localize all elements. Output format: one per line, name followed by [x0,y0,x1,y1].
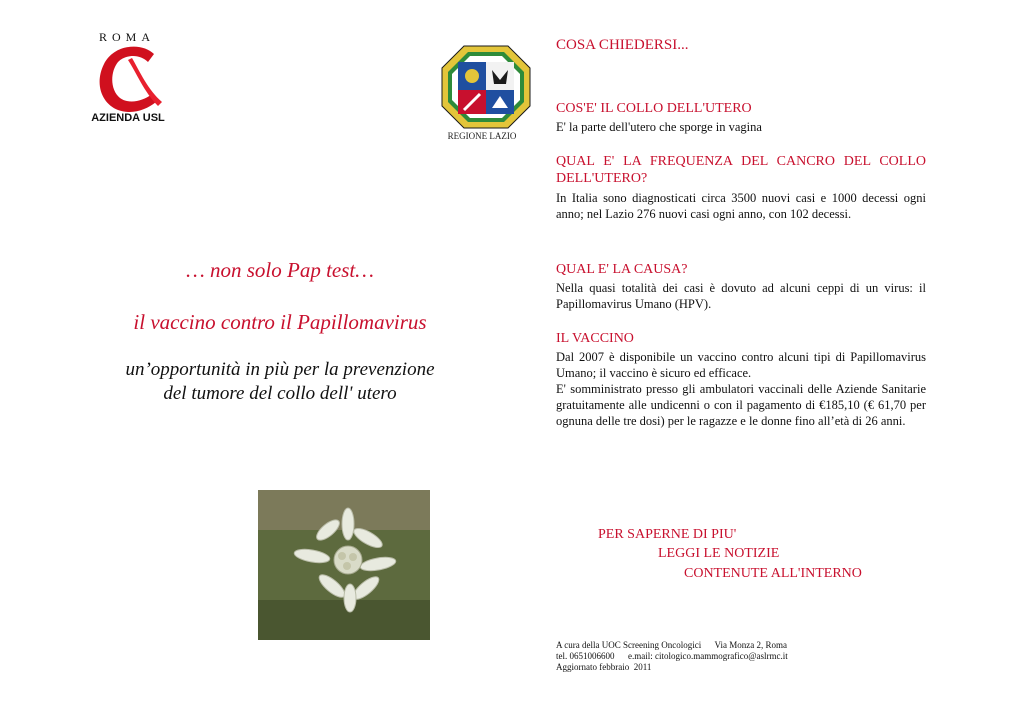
question-1-text: E' la parte dell'utero che sporge in vagina [556,120,762,134]
footer-updated: Aggiornato febbraio 2011 [556,662,652,672]
regione-lazio-crest-icon [440,44,532,130]
usl-logo-roma-text: ROMA [98,30,155,44]
question-4-title: IL VACCINO [556,331,634,346]
vaccine-paragraph-1: Dal 2007 è disponibile un vaccino contro alcuni tipi di Papillomavirus Umano; il vaccino è sicuro ed efficace. [556,350,926,380]
question-3-title: QUAL E' LA CAUSA? [556,262,688,277]
vaccine-paragraph-2: E' somministrato presso gli ambulatori vaccinali delle Aziende Sanitarie gratuitamente alle undicenni o con il pagamento di €185,10 (€ 61,70 per ognuna delle tre dosi) per le ragazze e le donne fino all’età di 26 anni. [556,382,926,428]
subtitle [80,358,480,406]
question-4-text [556,349,926,429]
footer-contacts: tel. 0651006600 e.mail: citologico.mammografico@aslrmc.it [556,651,788,661]
subtitle-line-1: un’opportunità in più per la prevenzione [125,359,435,380]
more-info-line-3: CONTENUTE ALL'INTERNO [684,566,862,581]
question-1-title: COS'E' IL COLLO DELL'UTERO [556,101,752,116]
edelweiss-flower-photo-icon [258,490,430,640]
more-info-line-1: PER SAPERNE DI PIU' [598,527,737,542]
question-3-text: Nella quasi totalità dei casi è dovuto ad alcuni ceppi di un virus: il Papillomavirus Umano (HPV). [556,281,926,311]
main-title: … non solo Pap test… [186,258,374,282]
usl-logo-azienda-text: AZIENDA USL [91,112,165,124]
question-2-title: QUAL E' LA FREQUENZA DEL CANCRO DEL COLLO DELL'UTERO? [556,154,926,186]
regione-lazio-caption: REGIONE LAZIO [447,131,517,141]
subtitle-line-2: del tumore del collo dell' utero [163,383,397,404]
more-info-line-2: LEGGI LE NOTIZIE [658,546,780,561]
vaccine-title: il vaccino contro il Papillomavirus [133,310,427,334]
question-2-text: In Italia sono diagnosticati circa 3500 nuovi casi e 1000 decessi ogni anno; nel Lazio 276 nuovi casi ogni anno, con 102 decessi. [556,191,926,221]
footer-credits: A cura della UOC Screening Oncologici Via Monza 2, Roma [556,640,787,650]
section-heading: COSA CHIEDERSI... [556,37,689,53]
